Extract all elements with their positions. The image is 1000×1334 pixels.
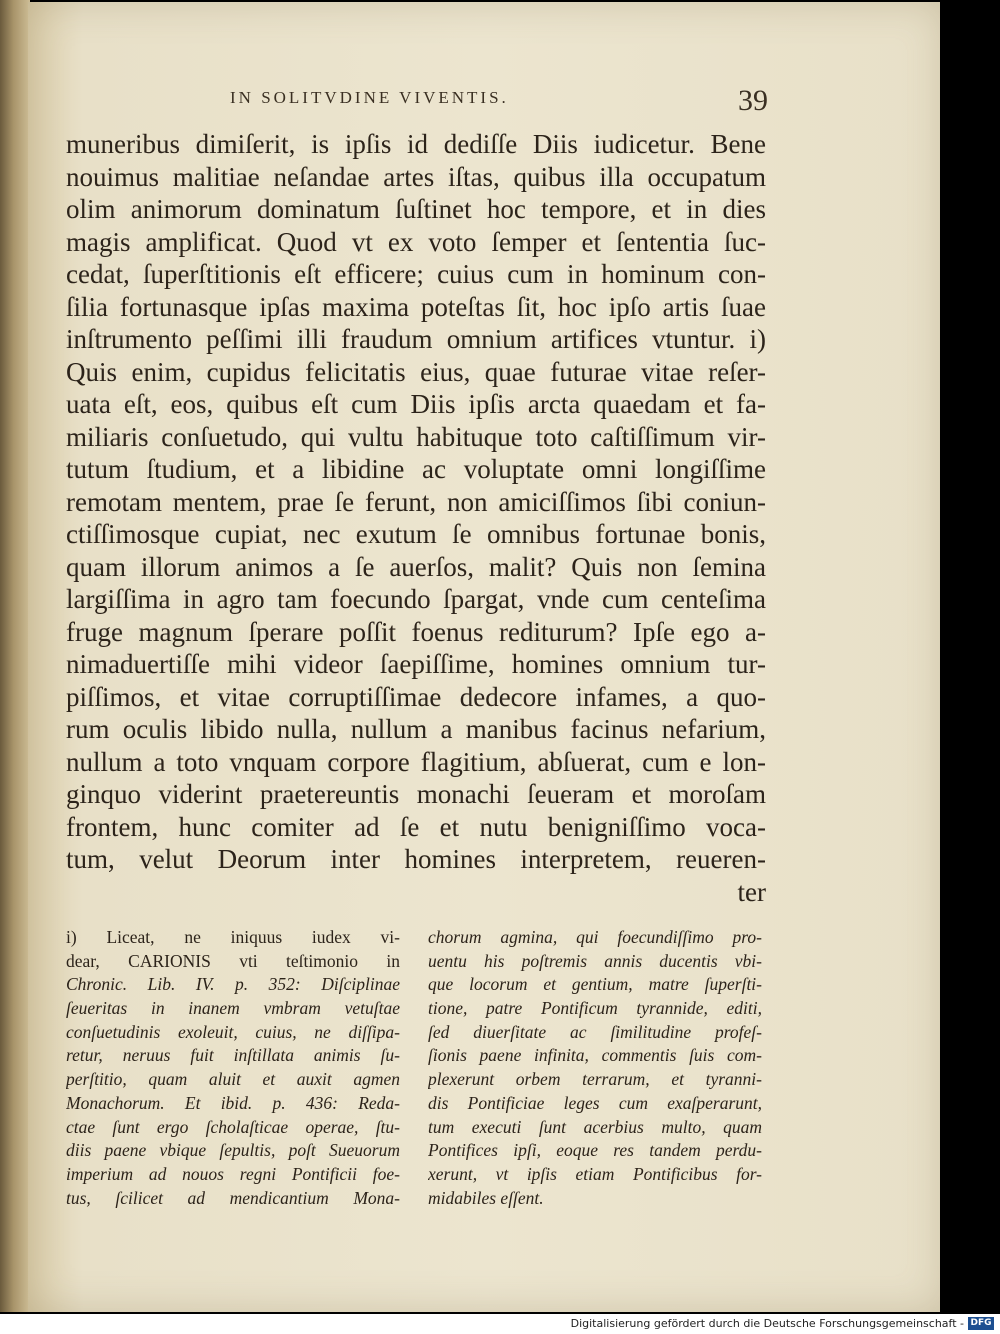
footnote-line: ctae ſunt ergo ſcholaſticae operae, ſtu- [66,1116,400,1137]
footnote-column-left [66,926,400,1210]
footnote-line: Monachorum. Et ibid. p. 436: Reda- [66,1092,400,1113]
text-line: uata eſt, eos, quibus eſt cum Diis ipſis arcta quaedam et fa- [66,389,766,419]
footnote-line: perſtitio, quam aluit et auxit agmen [66,1069,400,1090]
text-line: frontem, hunc comiter ad ſe et nutu benigniſſimo voca- [66,811,766,842]
footnote-line: tum executi ſunt acerbius multo, quam [428,1116,762,1137]
digitization-footer [0,1314,1000,1334]
text-line: quam illorum animos a ſe auerſos, malit? Quis non ſemina [66,551,766,582]
dfg-logo-icon: DFG [968,1317,994,1330]
footnote-line: ſeueritas in inanem vmbram vetuſtae [66,998,400,1019]
text-line: muneribus dimiſerit, is ipſis id dediſſe Diis iudicetur. Bene [66,129,766,159]
footnote-line: imperium ad nouos regni Pontificii foe- [66,1163,400,1184]
text-line: magis amplificat. Quod vt ex voto ſemper et ſententia ſuc- [66,226,766,257]
main-text-block [66,128,766,908]
footnote-line: midabiles eſſent. [428,1187,544,1208]
text-line: remotam mentem, prae ſe ferunt, non amiciſſimos ſibi coniun- [66,486,766,517]
text-line: miliaris conſuetudo, qui vultu habituque toto caſtiſſimum vir- [66,421,766,452]
text-line: Quis enim, cupidus felicitatis eius, quae futurae vitae reſer- [66,356,766,387]
footnote-line: retur, neruus fuit inſtillata animis ſu- [66,1045,400,1066]
text-line: rum oculis libido nulla, nullum a manibus facinus nefarium, [66,714,766,744]
footnote-line: tus, ſcilicet ad mendicantium Mona- [66,1187,400,1208]
text-line: largiſſima in agro tam foecundo ſpargat, vnde cum centeſima [66,584,766,614]
funding-credit: Digitalisierung gefördert durch die Deutsche Forschungsgemeinschaft - [570,1317,964,1330]
footnote-line: ſed diuerſitate ac ſimilitudine profeſ- [428,1021,762,1042]
footnote-line: ſionis paene infinita, commentis ſuis com- [428,1045,762,1066]
text-line: tum, velut Deorum inter homines interpretem, reueren- [66,844,766,874]
text-line: piſſimos, et vitae corruptiſſimae dedecore infames, a quo- [66,681,766,712]
footnote-line: chorum agmina, qui foecundiſſimo pro- [428,927,762,947]
footnote-line: conſuetudinis exoleuit, cuius, ne diſſipa- [66,1021,400,1042]
text-line: tutum ſtudium, et a libidine ac voluptate omni longiſſime [66,454,766,484]
text-line: cedat, ſuperſtitionis eſt efficere; cuius cum in hominum con- [66,259,766,289]
footnote-line: diis paene vbique ſepultis, poſt Sueuorum [66,1140,400,1161]
footnote-line: Pontifices ipſi, eoque res tandem perdu- [428,1140,762,1161]
scan-right-border [940,0,1000,1314]
footnote-line: Chronic. Lib. IV. p. 352: Diſciplinae [66,974,400,995]
footnote-line: dis Pontificiae leges cum exaſperarunt, [428,1092,762,1113]
footnote-line: xerunt, vt ipſis etiam Pontificibus for- [428,1163,762,1184]
footnote-line: dear, CARIONIS vti teſtimonio in [66,950,400,971]
catchword: ter [737,876,766,907]
text-line: olim animorum dominatum ſuſtinet hoc tempore, et in dies [66,194,766,224]
text-line: ctiſſimosque cupiat, nec exutum ſe omnibus fortunae bonis, [66,519,766,549]
running-head: IN SOLITVDINE VIVENTIS. [230,88,509,107]
text-line: ſilia fortunasque ipſas maxima poteſtas ſit, hoc ipſo artis ſuae [66,291,766,322]
text-line: inſtrumento peſſimi illi fraudum omnium artifices vtuntur. i) [66,324,766,354]
footnote-column-right [428,926,762,1210]
text-line: nouimus malitiae neſandae artes iſtas, quibus illa occupatum [66,161,766,192]
footnote-line: i) Liceat, ne iniquus iudex vi- [66,927,400,947]
footnote-line: tione, patre Pontificum tyrannide, editi, [428,998,762,1019]
page-spine-edge [0,0,30,1312]
footnote-line: que locorum et gentium, matre ſuperſti- [428,974,762,995]
text-line: ginquo viderint praetereuntis monachi ſeueram et moroſam [66,779,766,809]
footnotes [66,926,766,1216]
footnote-line: uentu his poſtremis annis ducentis vbi- [428,950,762,971]
page-number: 39 [738,84,768,117]
text-line: nimaduertiſſe mihi videor ſaepiſſime, homines omnium tur- [66,649,766,679]
footnote-line: plexerunt orbem terrarum, et tyranni- [428,1069,762,1090]
text-line: fruge magnum ſperare poſſit foenus rediturum? Ipſe ego a- [66,616,766,647]
text-line: nullum a toto vnquam corpore flagitium, abſuerat, cum e lon- [66,746,766,777]
